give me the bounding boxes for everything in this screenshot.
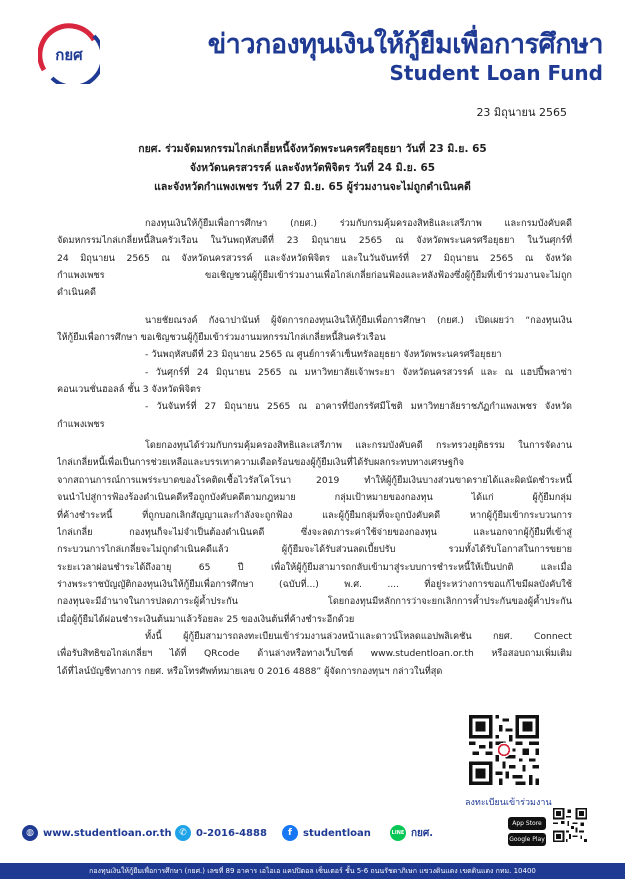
- footer: [0, 815, 625, 879]
- footer-line[interactable]: [390, 825, 433, 841]
- body-line: ดำเนินคดี: [57, 287, 96, 299]
- body-line: 24 มิถุนายน 2565 ณ จังหวัดนครสวรรค์ และจังหวัดพิจิตร และในวันจันทร์ที่ 27 มิถุนายน 2565 ณ จังหวัด: [57, 252, 572, 264]
- body-line: ระยะเวลาผ่อนชำระได้ถึงอายุ 65 ปี เพื่อให้ผู้กู้ยืมสามารถกลับเข้ามาสู่ระบบการชำระหนี้ให้เป็นปกติ และเมื่อ: [57, 561, 572, 573]
- body-line: ที่ค้างชำระหนี้ ที่ถูกบอกเลิกสัญญาและกำลังจะถูกฟ้อง และผู้กู้ยืมกลุ่มที่จะถูกบังคับคดี หากผู้กู้ยืมเข้ากระบวนการ: [57, 509, 572, 521]
- body-line: - วันจันทร์ที่ 27 มิถุนายน 2565 ณ อาคารที่ปังกรรัศมีโชติ มหาวิทยาลัยราชภัฏกำแพงเพชร จังหวัด: [145, 401, 572, 413]
- header: [0, 0, 625, 95]
- body-line: กำแพงเพชร: [57, 418, 105, 430]
- header-title-thai: ข่าวกองทุนเงินให้กู้ยืมเพื่อการศึกษา: [207, 29, 603, 60]
- line-text[interactable]: กยศ.: [411, 827, 434, 839]
- facebook-icon: f: [282, 825, 298, 841]
- body-line: กำแพงเพชร ขอเชิญชวนผู้กู้ยืมเข้าร่วมงานเพื่อไกล่เกลี่ยก่อนฟ้องและหลังฟ้องซึ่งผู้กู้ยืมที่เข้าร่วมงานจะไม่ถูก: [57, 270, 572, 282]
- body-line: - วันศุกร์ที่ 24 มิถุนายน 2565 ณ มหาวิทยาลัยเจ้าพระยา จังหวัดนครสวรรค์ และ ณ แฮปปี้พลาซ่า: [145, 366, 572, 378]
- headline-line: กยศ. ร่วมจัดมหกรรมไกล่เกลี่ยหนี้จังหวัดพระนครศรีอยุธยา วันที่ 23 มิ.ย. 65: [138, 143, 487, 155]
- header-title-english: Student Loan Fund: [389, 61, 603, 85]
- app-store-badge[interactable]: App Store: [508, 817, 546, 830]
- body-line: เพื่อรับสิทธิขอไกล่เกลี่ยฯ ได้ที่ QRcode ด้านล่างหรือทางเว็บไซต์ www.studentloan.or.th หรือสอบถามเพิ่มเติม: [57, 648, 572, 660]
- app-qr-code-icon[interactable]: [553, 808, 587, 842]
- phone-icon: ✆: [175, 825, 191, 841]
- body-line: กองทุนเงินให้กู้ยืมเพื่อการศึกษา (กยศ.) ร่วมกับกรมคุ้มครองสิทธิและเสรีภาพ และกรมบังคับคดี: [145, 218, 572, 229]
- phone-text[interactable]: 0-2016-4888: [196, 827, 267, 839]
- globe-icon: ◍: [22, 825, 38, 841]
- google-play-badge[interactable]: Google Play: [508, 833, 546, 846]
- body-line: ทั้งนี้ ผู้กู้ยืมสามารถลงทะเบียนเข้าร่วมงานล่วงหน้าและดาวน์โหลดแอปพลิเคชัน กยศ. Connect: [145, 630, 572, 642]
- body-line: จากสถานการณ์การแพร่ระบาดของโรคติดเชื้อไวรัสโคโรนา 2019 ทำให้ผู้กู้ยืมเงินบางส่วนขาดรายได้และผิดนัดชำระหนี้: [57, 474, 572, 486]
- body-line: จัดมหกรรมไกล่เกลี่ยหนี้สินครัวเรือน ในวันพฤหัสบดีที่ 23 มิถุนายน 2565 ณ จังหวัดพระนครศรีอยุธยา ในวันศุกร์ที่: [57, 235, 572, 247]
- body-line: จนนำไปสู่การฟ้องร้องดำเนินคดีหรือถูกบังคับคดีตามกฎหมาย กลุ่มเป้าหมายของกองทุน ได้แก่ ผู้กู้ยืมกลุ่ม: [57, 492, 572, 504]
- website-text[interactable]: www.studentloan.or.th: [43, 827, 172, 839]
- registration-qr[interactable]: [465, 715, 552, 809]
- article-body: [57, 215, 572, 680]
- headline-line: และจังหวัดกำแพงเพชร วันที่ 27 มิ.ย. 65 ผู้ร่วมงานจะไม่ถูกดำเนินคดี: [154, 181, 471, 193]
- body-line: ให้กู้ยืมเพื่อการศึกษา ขอเชิญชวนผู้กู้ยืมเข้าร่วมงานมหกรรมไกล่เกลี่ยหนี้สินครัวเรือน: [57, 332, 386, 344]
- footer-address: กองทุนเงินให้กู้ยืมเพื่อการศึกษา (กยศ.) เลขที่ 89 อาคาร เอไอเอ แคปปิตอล เซ็นเตอร์ ชั้น 5-6 ถนนรัชดาภิเษก แขวงดินแดง เขตดินแดง กทม. 10400: [0, 863, 625, 879]
- body-line: นายชัยณรงค์ กังฉาปานันท์ ผู้จัดการกองทุนเงินให้กู้ยืมเพื่อการศึกษา (กยศ.) เปิดเผยว่า “กองทุนเงิน: [145, 314, 572, 326]
- body-line: กระบวนการไกล่เกลี่ยจะไม่ถูกดำเนินคดีแล้ว ผู้กู้ยืมจะได้รับส่วนลดเบี้ยปรับ รวมทั้งได้รับโอกาสในการขยาย: [57, 544, 572, 556]
- qr-caption[interactable]: ลงทะเบียนเข้าร่วมงาน: [465, 798, 552, 808]
- body-line: ร่างพระราชบัญญัติกองทุนเงินให้กู้ยืมเพื่อการศึกษา (ฉบับที่...) พ.ศ. .... ที่อยู่ระหว่างการขอแก้ไขมีผลบังคับใช้: [57, 578, 572, 590]
- qr-code-icon[interactable]: [469, 715, 539, 785]
- footer-facebook[interactable]: [282, 825, 371, 841]
- body-line: โดยกองทุนได้ร่วมกับกรมคุ้มครองสิทธิและเสรีภาพ และกรมบังคับคดี กระทรวงยุติธรรม ในการจัดงาน: [145, 440, 572, 452]
- footer-phone[interactable]: [175, 825, 267, 841]
- body-line: ไกล่เกลี่ย กองทุนก็จะไม่จำเป็นต้องดำเนินคดี ซึ่งจะลดภาระค่าใช้จ่ายของกองทุน และนอกจากผู้กู้ยืมที่เข้าสู่: [57, 526, 572, 538]
- body-line: ได้ที่ไลน์บัญชีทางการ กยศ. หรือโทรศัพท์หมายเลข 0 2016 4888” ผู้จัดการกองทุนฯ กล่าวในที่สุด: [57, 665, 443, 677]
- body-line: - วันพฤหัสบดีที่ 23 มิถุนายน 2565 ณ ศูนย์การค้าเซ็นทรัลอยุธยา จังหวัดพระนครศรีอยุธยา: [145, 349, 502, 361]
- line-icon: LINE: [390, 825, 406, 841]
- press-headline: [50, 140, 575, 197]
- logo-text: กยศ: [55, 46, 83, 64]
- body-line: กองทุนจะมีอำนาจในการปลดภาระผู้ค้ำประกัน โดยกองทุนมีหลักการว่าจะยกเลิกการค้ำประกันของผู้ค้ำประกัน: [57, 596, 572, 608]
- release-date: 23 มิถุนายน 2565: [476, 106, 567, 119]
- headline-line: จังหวัดนครสวรรค์ และจังหวัดพิจิตร วันที่ 24 มิ.ย. 65: [189, 162, 436, 174]
- body-line: ไกล่เกลี่ยหนี้เพื่อเป็นการช่วยเหลือและบรรเทาความเดือดร้อนของผู้กู้ยืมเงินที่ได้รับผลกระทบทางเศรษฐกิจ: [57, 457, 464, 469]
- body-line: เมื่อผู้กู้ยืมได้ผ่อนชำระเงินต้นมาแล้วร้อยละ 25 ของเงินต้นที่ค้างชำระอีกด้วย: [57, 613, 355, 625]
- facebook-text[interactable]: studentloan: [303, 827, 371, 839]
- footer-website[interactable]: [22, 825, 172, 841]
- body-line: คอนเวนชั่นฮอลล์ ชั้น 3 จังหวัดพิจิตร: [57, 384, 201, 396]
- student-loan-fund-logo: [38, 22, 100, 84]
